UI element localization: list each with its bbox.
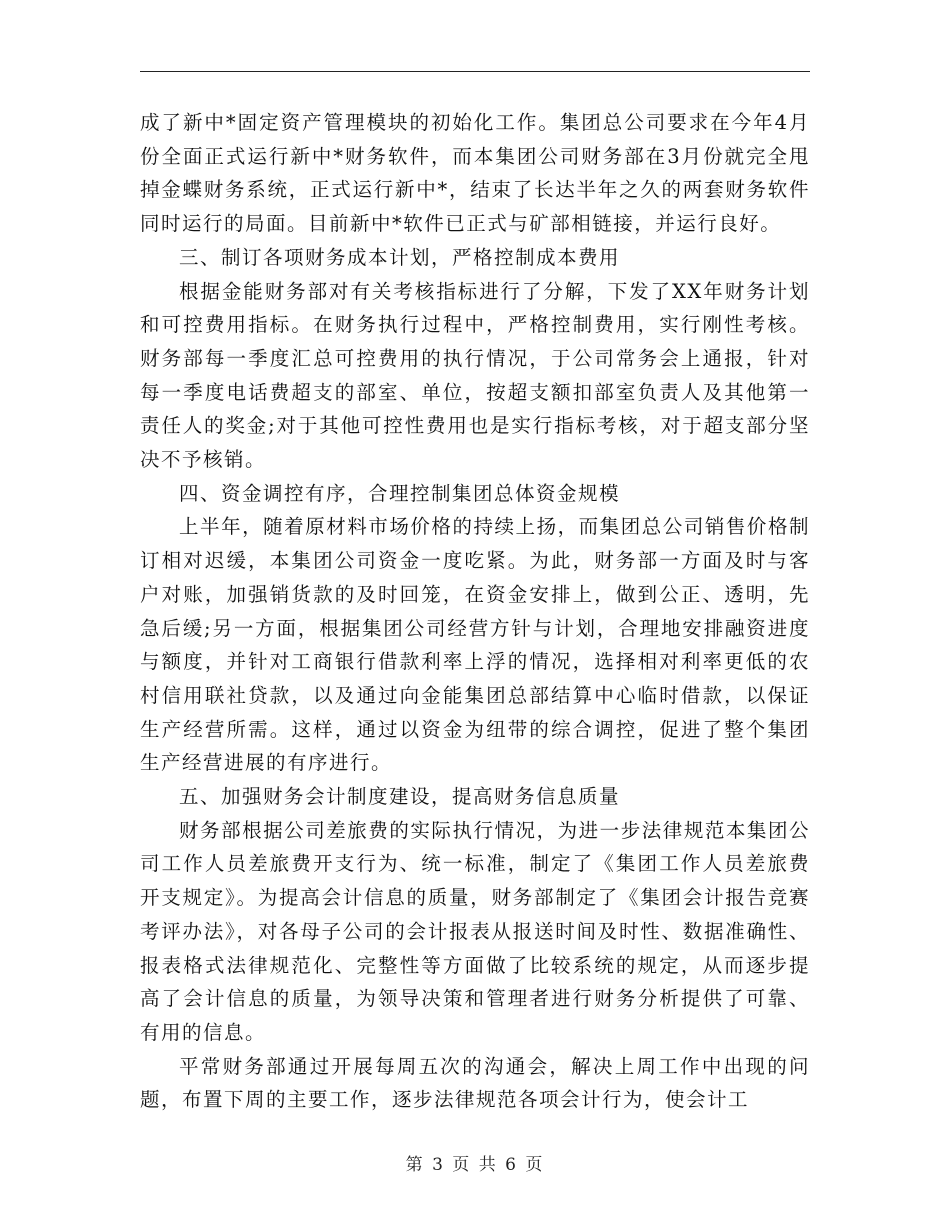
document-body — [140, 106, 810, 1117]
section-heading-4: 四、资金调控有序，合理控制集团总体资金规模 — [179, 481, 621, 505]
paragraph-accounting-system: 财务部根据公司差旅费的实际执行情况，为进一步法律规范本集团公司工作人员差旅费开支行为、统一标准，制定了《集团工作人员差旅费开支规定》。为提高会计信息的质量，财务部制定了《集团会计报告竞赛考评办法》，对各母子公司的会计报表从报送时间及时性、数据准确性、报表格式法律规范化、完整性等方面做了比较系统的规定，从而逐步提高了会计信息的质量，为领导决策和管理者进行财务分析提供了可靠、有用的信息。 — [140, 818, 810, 1044]
section-heading-3: 三、制订各项财务成本计划，严格控制成本费用 — [179, 245, 621, 269]
header-rule — [140, 71, 810, 72]
paragraph-cost-control: 根据金能财务部对有关考核指标进行了分解，下发了XX年财务计划和可控费用指标。在财务执行过程中，严格控制费用，实行刚性考核。财务部每一季度汇总可控费用的执行情况，于公司常务会上通报，针对每一季度电话费超支的部室、单位，按超支额扣部室负责人及其他第一责任人的奖金;对于其他可控性费用也是实行指标考核，对于超支部分坚决不予核销。 — [140, 279, 810, 472]
page-number-footer: 第 3 页 共 6 页 — [405, 1155, 545, 1175]
paragraph-continuation: 成了新中*固定资产管理模块的初始化工作。集团总公司要求在今年4月份全面正式运行新中*财务软件，而本集团公司财务部在3月份就完全甩掉金蝶财务系统，正式运行新中*，结束了长达半年之久的两套财务软件同时运行的局面。目前新中*软件已正式与矿部相链接，并运行良好。 — [140, 111, 810, 236]
section-heading-5: 五、加强财务会计制度建设，提高财务信息质量 — [179, 785, 621, 809]
paragraph-weekly-meeting: 平常财务部通过开展每周五次的沟通会，解决上周工作中出现的问题，布置下周的主要工作，逐步法律规范各项会计行为，使会计工 — [140, 1054, 810, 1112]
paragraph-fund-control: 上半年，随着原材料市场价格的持续上扬，而集团总公司销售价格制订相对迟缓，本集团公司资金一度吃紧。为此，财务部一方面及时与客户对账，加强销货款的及时回笼，在资金安排上，做到公正、透明，先急后缓;另一方面，根据集团公司经营方针与计划，合理地安排融资进度与额度，并针对工商银行借款利率上浮的情况，选择相对利率更低的农村信用联社贷款，以及通过向金能集团总部结算中心临时借款，以保证生产经营所需。这样，通过以资金为纽带的综合调控，促进了整个集团生产经营进展的有序进行。 — [140, 515, 810, 775]
